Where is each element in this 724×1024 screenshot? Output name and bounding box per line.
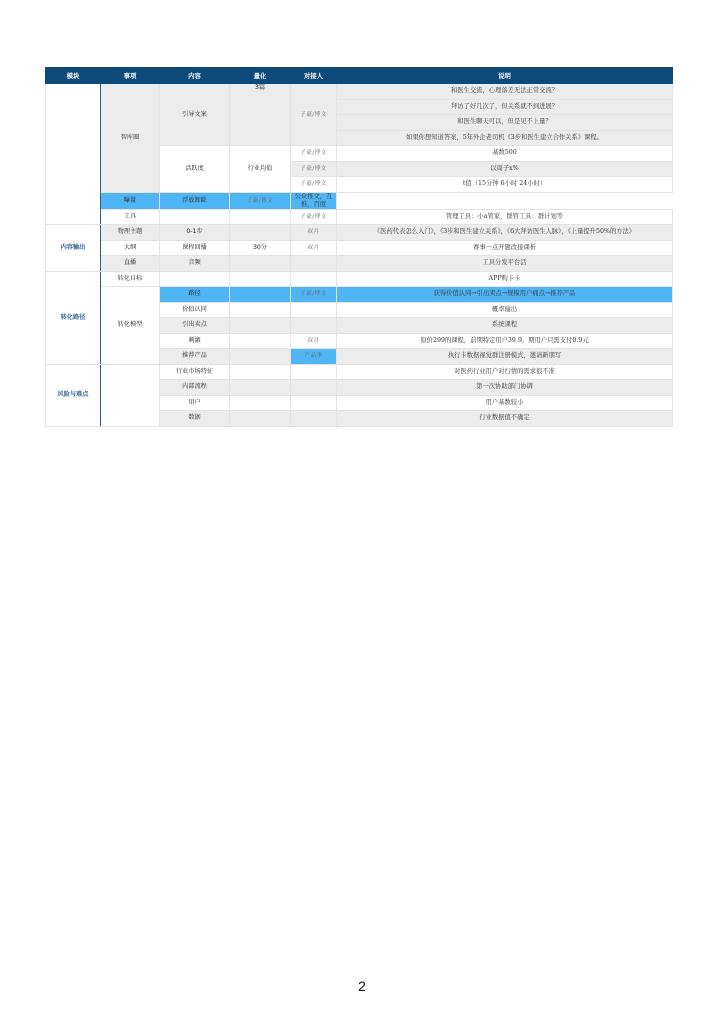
metric-cell: 30分 bbox=[230, 240, 291, 256]
item-cell: 转化模型 bbox=[101, 287, 160, 365]
content-cell: 刺激 bbox=[160, 333, 230, 349]
desc-cell: 原价299的课程，前期特定用户39.9，期用户只需支付0.9元 bbox=[337, 333, 673, 349]
desc-cell: 《医药代表怎么入门》，《3步和医生建立关系》，《6大拜访医生人脉》，《上量提升50%的方法》 bbox=[337, 225, 673, 241]
module-cell: 内容输出 bbox=[46, 225, 101, 272]
desc-cell: APP购卡卡 bbox=[337, 271, 673, 287]
content-cell: 价值认同 bbox=[160, 302, 230, 318]
item-cell-empty bbox=[101, 364, 160, 426]
desc-cell: 如果你想知道答案，5年外企老司机《3步和医生建立合作关系》课程。 bbox=[337, 130, 673, 146]
table-row bbox=[46, 225, 673, 241]
desc-cell: 管理工具：小a管家，群管工具：群计划等 bbox=[337, 209, 673, 225]
owner-cell: 子豪/博文 bbox=[291, 209, 337, 225]
metric-cell-empty bbox=[230, 256, 291, 272]
header-owner: 对接人 bbox=[291, 68, 337, 84]
desc-cell: 工具分发平台活 bbox=[337, 256, 673, 272]
table-row-highlighted bbox=[46, 192, 673, 209]
desc-cell: 以周子x% bbox=[337, 161, 673, 177]
metric-cell-empty bbox=[230, 364, 291, 380]
owner-cell: 叔月 bbox=[291, 333, 337, 349]
metric-cell: 浮放卸除 bbox=[160, 192, 230, 209]
owner-cell: 叔月 bbox=[291, 225, 337, 241]
desc-cell: 公众推文，互推，百度 bbox=[291, 192, 337, 209]
metric-cell-empty bbox=[230, 209, 291, 225]
table-header-row bbox=[46, 68, 673, 84]
desc-cell: 和医生交流，心理落差无法正常交流？ bbox=[337, 84, 673, 100]
content-cell-empty bbox=[160, 271, 230, 287]
desc-cell: 获得价值认同→引出卖点→规模用户痛点→推荐产品 bbox=[337, 287, 673, 303]
owner-cell: 子豪/博文 bbox=[291, 161, 337, 177]
content-cell: 路径 bbox=[160, 287, 230, 303]
content-cell: 曝量 bbox=[101, 192, 160, 209]
owner-cell-empty bbox=[291, 318, 337, 334]
metric-cell-empty bbox=[230, 349, 291, 365]
desc-cell: 赛事一点开题改接课析 bbox=[337, 240, 673, 256]
metric-cell-empty bbox=[230, 225, 291, 241]
item-cell: 大纲 bbox=[101, 240, 160, 256]
item-cell: 物理主题 bbox=[101, 225, 160, 241]
content-cell: 内部流程 bbox=[160, 380, 230, 396]
desc-cell: 和医生聊天可以，但是见不上量？ bbox=[337, 115, 673, 131]
owner-cell: 叔月 bbox=[291, 240, 337, 256]
desc-cell: 基数500 bbox=[337, 146, 673, 162]
item-cell: 直播 bbox=[101, 256, 160, 272]
desc-cell: 行业数据值不确定 bbox=[337, 411, 673, 427]
table-row bbox=[46, 240, 673, 256]
metric-cell: 3篇 bbox=[230, 84, 291, 146]
desc-cell: 执行卡数据视觉群注册模式，邀请新朋写 bbox=[337, 349, 673, 365]
owner-cell: 子豪/博文 bbox=[230, 192, 291, 209]
content-cell: 音频 bbox=[160, 256, 230, 272]
content-cell: 数据 bbox=[160, 411, 230, 427]
desc-cell: 系统课程 bbox=[337, 318, 673, 334]
metric-cell-empty bbox=[230, 395, 291, 411]
content-cell: 课程回播 bbox=[160, 240, 230, 256]
metric-cell-empty bbox=[230, 302, 291, 318]
page-number: 2 bbox=[358, 978, 366, 994]
content-cell-empty bbox=[160, 209, 230, 225]
metric-cell: 行业均值 bbox=[230, 146, 291, 193]
header-metric: 量化 bbox=[230, 68, 291, 84]
content-cell: 引出卖点 bbox=[160, 318, 230, 334]
owner-cell-empty bbox=[291, 364, 337, 380]
desc-cell: 用户基数较小 bbox=[337, 395, 673, 411]
owner-cell: 产品李 bbox=[291, 349, 337, 365]
module-cell: 风险与难点 bbox=[46, 364, 101, 426]
desc-cell: 对医药行业用户对行情的需求很不准 bbox=[337, 364, 673, 380]
table-row bbox=[46, 364, 673, 380]
module-cell-empty bbox=[46, 84, 101, 225]
content-cell: 活跃度 bbox=[160, 146, 230, 193]
owner-cell-empty bbox=[291, 271, 337, 287]
owner-cell-empty bbox=[291, 256, 337, 272]
content-cell: 0-1步 bbox=[160, 225, 230, 241]
item-cell: 智库圈 bbox=[101, 84, 160, 193]
desc-cell: 概率输出 bbox=[337, 302, 673, 318]
content-cell: 引导文案 bbox=[160, 84, 230, 146]
header-item: 事项 bbox=[101, 68, 160, 84]
owner-cell-empty bbox=[291, 302, 337, 318]
table-row bbox=[46, 271, 673, 287]
content-cell: 行业市场特征 bbox=[160, 364, 230, 380]
metric-cell-empty bbox=[230, 411, 291, 427]
owner-cell-empty bbox=[291, 380, 337, 396]
content-cell: 用户 bbox=[160, 395, 230, 411]
owner-cell: 子豪/博文 bbox=[291, 177, 337, 193]
header-module: 模块 bbox=[46, 68, 101, 84]
item-cell: 工具 bbox=[101, 209, 160, 225]
owner-cell: 子豪/博文 bbox=[291, 84, 337, 146]
plan-table bbox=[45, 67, 673, 427]
header-desc: 说明 bbox=[337, 68, 673, 84]
content-cell: 推荐产品 bbox=[160, 349, 230, 365]
table-row bbox=[46, 84, 673, 100]
owner-cell: 子豪/博文 bbox=[291, 146, 337, 162]
table-row bbox=[46, 209, 673, 225]
metric-cell-empty bbox=[230, 318, 291, 334]
desc-cell: 第一次协助部门协调 bbox=[337, 380, 673, 396]
item-cell: 转化目标 bbox=[101, 271, 160, 287]
table-row bbox=[46, 256, 673, 272]
header-content: 内容 bbox=[160, 68, 230, 84]
metric-cell-empty bbox=[230, 271, 291, 287]
owner-cell-empty bbox=[291, 395, 337, 411]
table-row-highlighted bbox=[46, 287, 673, 303]
owner-cell-empty bbox=[291, 411, 337, 427]
metric-cell-empty bbox=[230, 333, 291, 349]
module-cell: 转化路径 bbox=[46, 271, 101, 364]
metric-cell-empty bbox=[230, 287, 291, 303]
desc-cell: t值（15分钟 6小时 24小时） bbox=[337, 177, 673, 193]
owner-cell: 子豪/博文 bbox=[291, 287, 337, 303]
desc-cell: 拜访了好几次了，但关系就不到进展？ bbox=[337, 99, 673, 115]
metric-cell-empty bbox=[230, 380, 291, 396]
